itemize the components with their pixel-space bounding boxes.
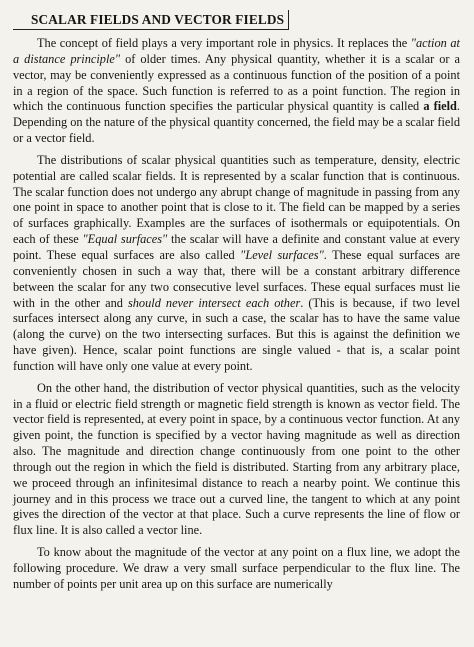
emphasis-action-at-distance: "action at a distance principle" (13, 36, 460, 66)
bold-term-field: a field (423, 99, 457, 114)
emphasis-level-surfaces: "Level surfaces" (240, 247, 324, 262)
text-segment: the scalar will have a definite and constant value at every point. These equal surfaces are also called (13, 232, 461, 262)
emphasis-equal-surfaces: "Equal surfaces" (82, 232, 168, 247)
text-segment: On the other hand, the distribution of vector physical quantities, such as the velocity in a fluid or electric field strength or magnetic field strength is known as vector field. The vector field is represented, at every point in space, by a continuous vector function. At any given point, the function is specified by a vector having magnitude as well as direction also. The magnitude and direction change continuously from one point to the other through out the region in which the field is distributed. Starting from any arbitrary place, we proceed through an infinitesimal distance to reach a nearby point. We continue this journey and in this process we trace out a curved line, the tangent to which at any point gives the direction of the vector at that place. Such a curve represents the line of flow or flux line. It is also called a vector line. (13, 380, 460, 538)
paragraph-flux-line-magnitude (13, 545, 460, 593)
emphasis-never-intersect: should never intersect each other (127, 295, 301, 310)
text-segment: . These equal surfaces are conveniently chosen in such a way that, there will be a constant arbitrary difference between the scalar for any two consecutive level surfaces. These equal surfaces must lie with in the other and (13, 247, 460, 310)
text-segment: The concept of field plays a very important role in physics. It replaces the (37, 36, 411, 50)
text-segment: The distributions of scalar physical quantities such as temperature, density, electric potential are called scalar fields. It is represented by a scalar function that is continuous. The scalar function does not undergo any abrupt change of magnitude in passing from any one point in space to another point that is close to it. The field can be mapped by a series of surfaces graphically. Examples are the surfaces of isothermals or equipotentials. On each of these (13, 152, 460, 247)
text-segment: of older times. Any physical quantity, whether it is a scalar or a vector, may be conveniently expressed as a continuous function of the position of a point in a region of the space. Such function is referred to as a point function. The region in which the continuous function specifies the particular physical quantity is called (13, 51, 460, 114)
text-segment: . Depending on the nature of the physical quantity concerned, the field may be a scalar field or a vector field. (13, 99, 460, 146)
paragraph-field-concept (13, 36, 460, 147)
paragraph-scalar-fields (13, 153, 460, 375)
text-segment: To know about the magnitude of the vector at any point on a flux line, we adopt the following procedure. We draw a very small surface perpendicular to the flux line. The number of points per unit area up on this surface are numerically (13, 545, 460, 591)
section-heading: SCALAR FIELDS AND VECTOR FIELDS (13, 10, 289, 30)
paragraph-vector-fields (13, 381, 460, 539)
text-segment: . (This is because, if two level surfaces intersect along any curve, in such a case, the scalar has to have the same value (along the curve) on the two intersecting surfaces. But this is against the definition we have given). Hence, scalar point functions are single valued - that is, a scalar point function will have only one value at every point. (13, 295, 460, 373)
